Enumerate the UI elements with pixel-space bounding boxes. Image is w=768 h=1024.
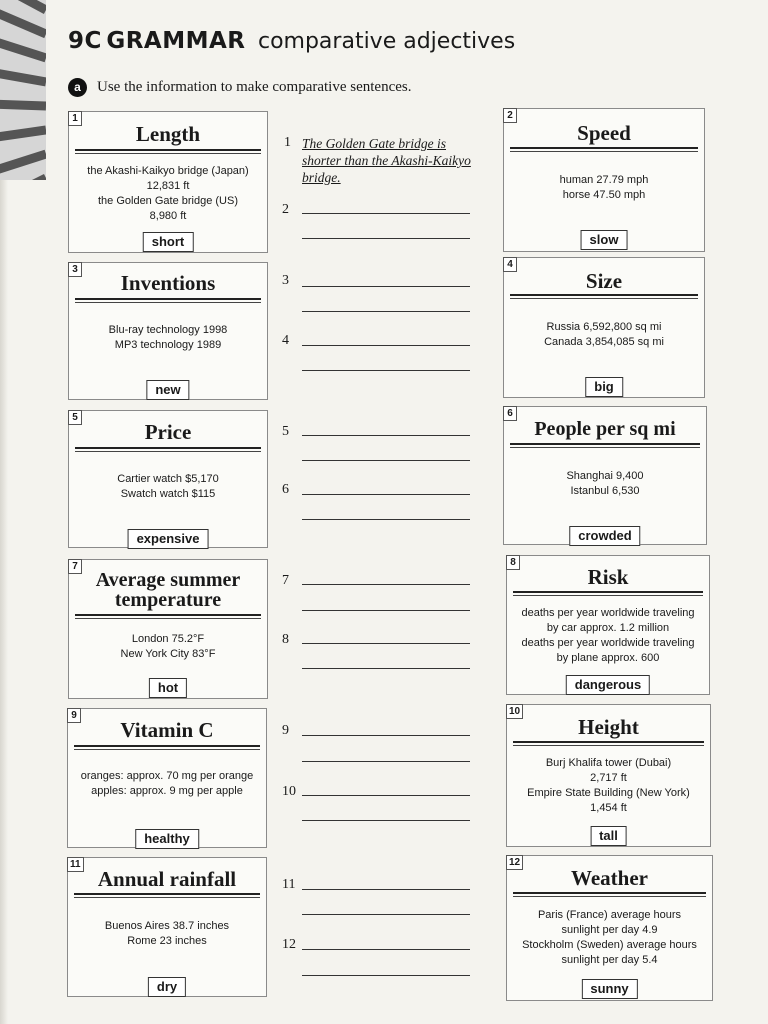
card-price: [68, 410, 268, 548]
info-line: the Golden Gate bridge (US): [97, 195, 239, 207]
card-heading: Inventions: [120, 271, 216, 295]
answer-line[interactable]: [302, 949, 470, 950]
card-heading: Size: [585, 269, 623, 293]
info-line: by car approx. 1.2 million: [546, 622, 670, 634]
adjective-box: new: [146, 380, 189, 400]
card-number: 7: [68, 559, 82, 574]
answer-number: 11: [282, 877, 296, 892]
card-inventions: [68, 262, 268, 400]
answer-line[interactable]: [302, 286, 470, 287]
answer-number: 9: [282, 723, 289, 738]
adjective-box: healthy: [135, 829, 199, 849]
answer-line[interactable]: [302, 519, 470, 520]
card-heading: Length: [135, 122, 201, 146]
card-number: 1: [68, 111, 82, 126]
info-line: deaths per year worldwide traveling: [521, 607, 695, 619]
card-number: 10: [506, 704, 523, 719]
info-line: Paris (France) average hours: [537, 909, 682, 921]
card-number: 3: [68, 262, 82, 277]
example-number: 1: [284, 135, 291, 150]
card-heading: Speed: [577, 121, 631, 145]
answer-line[interactable]: [302, 761, 470, 762]
info-line: horse 47.50 mph: [562, 189, 646, 201]
answer-line[interactable]: [302, 975, 470, 976]
card-heading: Price: [144, 420, 192, 444]
answer-line[interactable]: [302, 460, 470, 461]
info-line: Canada 3,854,085 sq mi: [544, 336, 664, 348]
adjective-box: hot: [149, 678, 187, 698]
answer-line[interactable]: [302, 889, 470, 890]
adjective-box: crowded: [569, 526, 640, 546]
info-line: 12,831 ft: [146, 180, 190, 192]
example-answer: The Golden Gate bridge is shorter than the Akashi-Kaikyo bridge.: [302, 136, 471, 185]
spiral-binding-graphic: [0, 0, 46, 180]
card-number: 12: [506, 855, 523, 870]
adjective-box: slow: [581, 230, 628, 250]
heading-rule: [510, 294, 698, 299]
info-line: 2,717 ft: [590, 772, 627, 784]
heading-rule: [513, 741, 704, 746]
page-title: [68, 28, 515, 54]
answer-number: 4: [282, 333, 289, 348]
section-code: 9C: [68, 28, 102, 54]
answer-line[interactable]: [302, 370, 470, 371]
card-height: [506, 704, 711, 847]
heading-rule: [74, 745, 260, 750]
info-line: 8,980 ft: [149, 210, 187, 222]
adjective-box: sunny: [581, 979, 637, 999]
card-heading: Risk: [587, 565, 629, 589]
heading-rule: [510, 147, 698, 152]
info-line: deaths per year worldwide traveling: [521, 637, 695, 649]
card-number: 11: [67, 857, 84, 872]
info-line: Swatch watch $115: [120, 488, 216, 500]
card-average-summer-temperature: [68, 559, 268, 699]
info-line: Rome 23 inches: [127, 935, 207, 947]
answer-line[interactable]: [302, 643, 470, 644]
answer-number: 8: [282, 632, 289, 647]
answer-number: 6: [282, 482, 289, 497]
info-line: Empire State Building (New York): [527, 787, 690, 799]
page-edge-shadow: [0, 180, 8, 1024]
card-length: [68, 111, 268, 253]
card-heading: Vitamin C: [120, 718, 214, 742]
adjective-box: dangerous: [566, 675, 650, 695]
info-line: 1,454 ft: [590, 802, 627, 814]
info-line: Russia 6,592,800 sq mi: [546, 321, 662, 333]
info-line: MP3 technology 1989: [114, 339, 222, 351]
info-line: Shanghai 9,400: [566, 470, 644, 482]
card-risk: [506, 555, 710, 695]
heading-rule: [513, 892, 706, 897]
card-people-per-sq-mi: [503, 406, 707, 545]
heading-rule: [75, 298, 261, 303]
card-heading: Annual rainfall: [97, 867, 237, 891]
answer-number: 2: [282, 202, 289, 217]
answer-line[interactable]: [302, 610, 470, 611]
answer-line[interactable]: [302, 795, 470, 796]
heading-rule: [75, 447, 261, 452]
card-number: 4: [503, 257, 517, 272]
card-info: [511, 756, 706, 816]
card-vitamin-c: [67, 708, 267, 848]
card-annual-rainfall: [67, 857, 267, 997]
section-topic: comparative adjectives: [257, 29, 516, 54]
card-heading: [69, 570, 267, 610]
card-speed: [503, 108, 705, 252]
answer-line[interactable]: [302, 668, 470, 669]
exercise-instruction: [68, 78, 411, 97]
card-info: [511, 606, 705, 666]
answer-line[interactable]: [302, 213, 470, 214]
card-info: [508, 173, 700, 203]
heading-rule: [75, 614, 261, 619]
card-number: 8: [506, 555, 520, 570]
card-info: [73, 632, 263, 662]
heading-rule: [510, 443, 700, 448]
answer-number: 10: [282, 784, 296, 799]
card-number: 6: [503, 406, 517, 421]
info-line: Buenos Aires 38.7 inches: [104, 920, 230, 932]
adjective-box: big: [585, 377, 623, 397]
answer-line[interactable]: [302, 735, 470, 736]
answer-number: 5: [282, 424, 289, 439]
info-line: oranges: approx. 70 mg per orange: [80, 770, 254, 782]
card-size: [503, 257, 705, 398]
answer-line[interactable]: [302, 820, 470, 821]
card-info: [72, 769, 262, 799]
answer-line[interactable]: [302, 311, 470, 312]
adjective-box: dry: [148, 977, 186, 997]
card-info: [511, 908, 708, 968]
heading-rule: [75, 149, 261, 154]
heading-rule: [513, 591, 703, 596]
card-number: 9: [67, 708, 81, 723]
heading-line-2: temperature: [114, 589, 222, 611]
answer-line[interactable]: [302, 238, 470, 239]
answer-line[interactable]: [302, 494, 470, 495]
card-info: [73, 164, 263, 224]
card-info: [72, 919, 262, 949]
answer-number: 12: [282, 937, 296, 952]
section-name: GRAMMAR: [106, 28, 246, 54]
answer-line[interactable]: [302, 914, 470, 915]
info-line: Stockholm (Sweden) average hours: [522, 939, 697, 951]
info-line: New York City 83°F: [120, 648, 216, 660]
adjective-box: tall: [590, 826, 627, 846]
card-number: 5: [68, 410, 82, 425]
instruction-text: Use the information to make comparative sentences.: [97, 79, 412, 95]
info-line: the Akashi-Kaikyo bridge (Japan): [87, 165, 249, 177]
info-line: Blu-ray technology 1998: [108, 324, 228, 336]
card-info: [508, 469, 702, 499]
info-line: Istanbul 6,530: [570, 485, 640, 497]
answer-number: 7: [282, 573, 289, 588]
adjective-box: expensive: [128, 529, 209, 549]
card-info: [73, 472, 263, 502]
card-weather: [506, 855, 713, 1001]
exercise-badge: a: [68, 78, 87, 97]
card-number: 2: [503, 108, 517, 123]
answer-line[interactable]: [302, 584, 470, 585]
answer-number: 3: [282, 273, 289, 288]
info-line: sunlight per day 5.4: [561, 954, 658, 966]
heading-rule: [74, 893, 260, 898]
card-heading: Weather: [571, 866, 648, 890]
heading-line-1: Average summer: [95, 569, 241, 591]
answer-line[interactable]: [302, 435, 470, 436]
card-heading: Height: [578, 715, 639, 739]
info-line: sunlight per day 4.9: [561, 924, 658, 936]
answer-line[interactable]: [302, 345, 470, 346]
info-line: London 75.2°F: [131, 633, 205, 645]
card-heading: People per sq mi: [534, 418, 676, 440]
info-line: apples: approx. 9 mg per apple: [91, 785, 243, 797]
card-info: [508, 320, 700, 350]
adjective-box: short: [143, 232, 194, 252]
info-line: Cartier watch $5,170: [117, 473, 219, 485]
info-line: Burj Khalifa tower (Dubai): [545, 757, 672, 769]
info-line: human 27.79 mph: [559, 174, 649, 186]
card-info: [73, 323, 263, 353]
info-line: by plane approx. 600: [556, 652, 660, 664]
